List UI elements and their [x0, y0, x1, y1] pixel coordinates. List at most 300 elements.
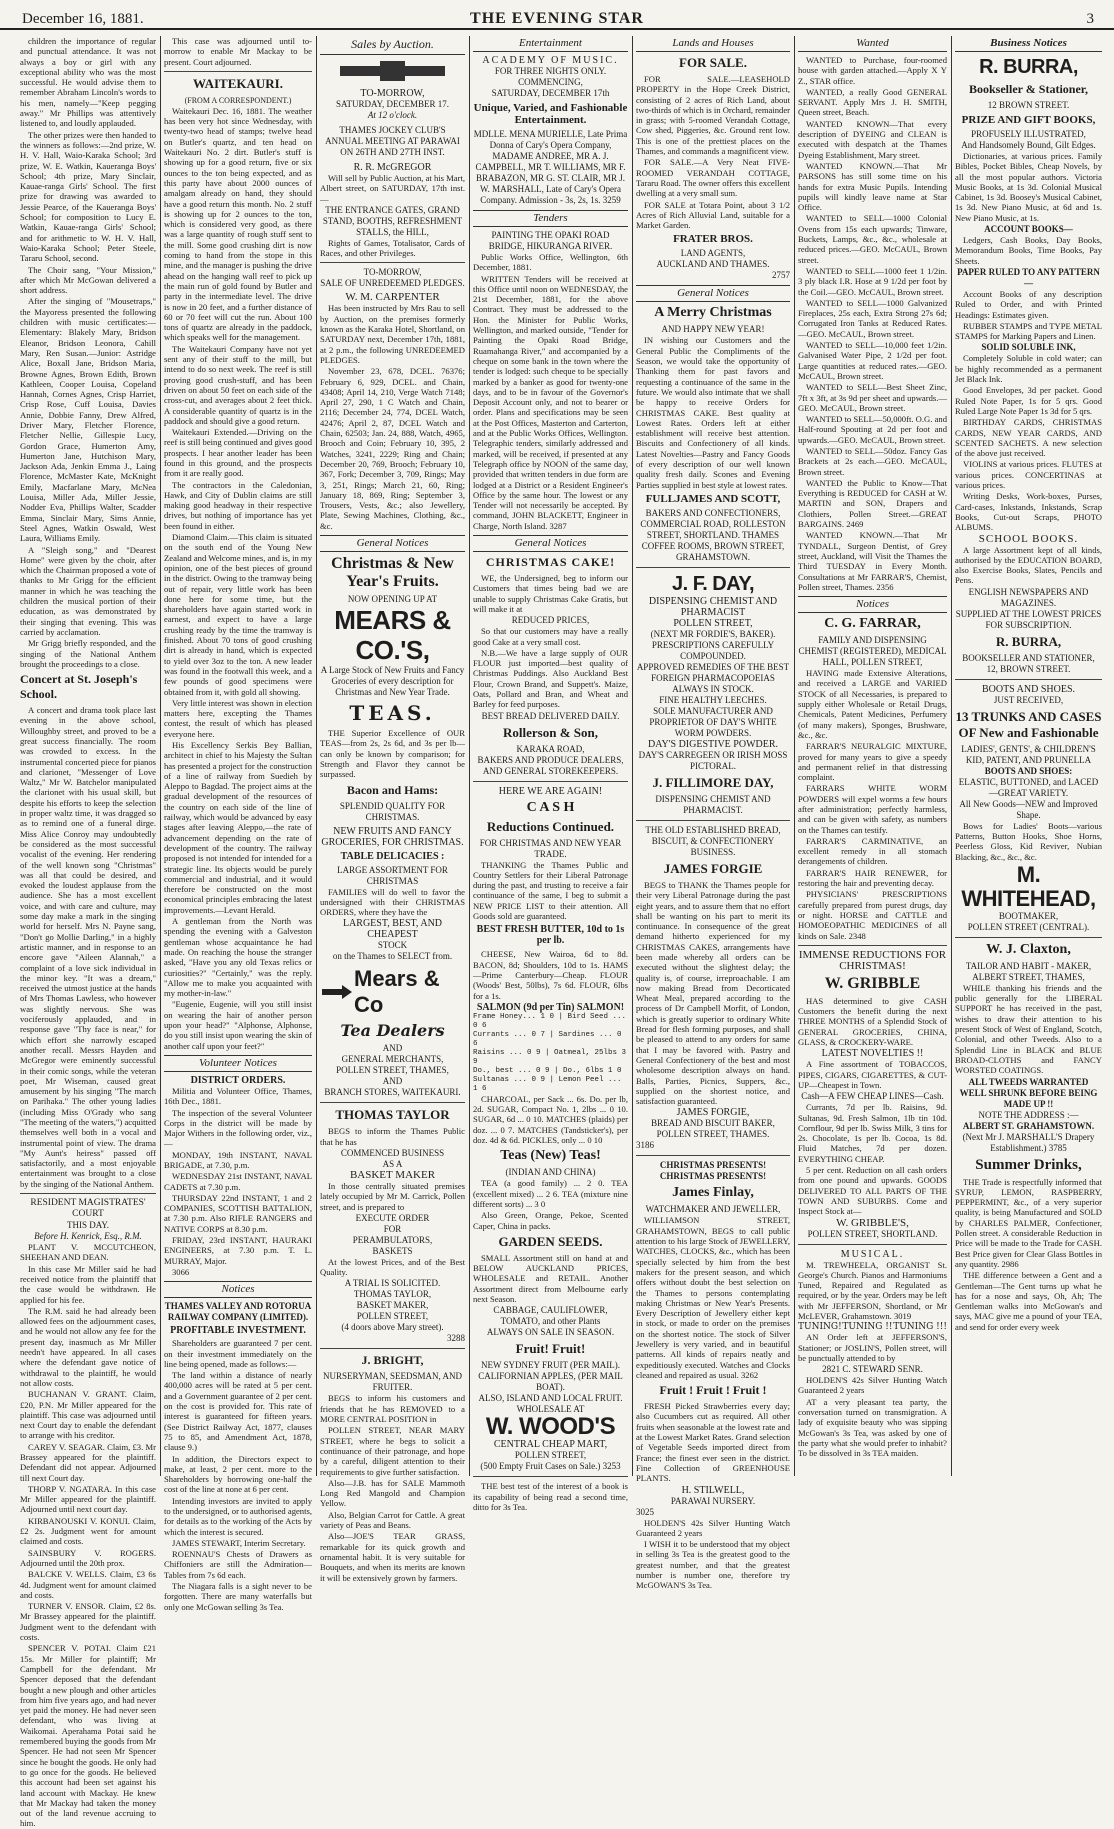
paragraph: TURNER V. ENSOR. Claim, £2 8s. Mr Brassey appeared for the plaintiff. Judgment went to the defendant with costs. [20, 1601, 156, 1643]
subheading: WHOLESALE AT [516, 1404, 585, 1415]
subheading: PROFUSELY ILLUSTRATED, [971, 129, 1086, 139]
subheading: DISPENSING CHEMIST AND PHARMACIST. [655, 793, 771, 815]
paragraph: The Waitekauri Company have not yet sent any of their stuff to the mill, but intend to do so next week. The reef is still proving good crush-stuff, and has been driven on about 50 feet on each side of the cross-cut, and averages about 2 feet thick. A considerable quantity of quartz is in the paddock and should give a good return. [164, 343, 312, 426]
subheading: AND [382, 1076, 403, 1087]
bacon-heading: Bacon and Hams: [346, 782, 439, 797]
wanted-ad: WANTED to SELL—10,000 feet 1/2in. Galvanised Water Pipe, 2 1/2d per foot. Large quantities at reduced rates.—GEO. McCAUL, Brown street. [798, 340, 947, 381]
paragraph: This case was adjourned until to-morrow to enable Mr Mackay to be present. Court adjourned. [164, 36, 312, 67]
subheading: 13 TRUNKS AND CASES OF New and Fashionable [955, 708, 1102, 740]
paragraph: The R.M. said he had already been allowed fees on the adjournment cases, and he would not allow any fee for the present day, inasmuch as Mr Miller needn't have appeared. In all cases where the defendant gave notice of withdrawal to the plaintiff, he would not allow costs. [20, 1305, 156, 1388]
ad-number: 3025 [636, 1506, 654, 1517]
subheading: ENGLISH NEWSPAPERS AND MAGAZINES. [968, 586, 1089, 608]
jockey-club: THAMES JOCKEY CLUB'S ANNUAL MEETING AT PARAWAI ON 26TH AND 27TH INST. [325, 125, 460, 157]
paragraph: His Excellency Serkis Bey Ballian, architect in chief to his Majesty the Sultan has presented a project for the construction of a line of railway from Suedieh by Aleppo to Bagdad. The project aims at the gradual development of the resources of the country on each side of the line of railway, which would be advanced by easy stages after leaving Aleppo,—the rate of advancement depending on the rate of development of the country. The railway proposed is not intended for intended for a strategic line. Its objects would be purely commercial and industrial, and it would therefore be constructed on the most economical principles embracing the latest improvements.—Levant Herald. [164, 740, 312, 915]
subheading: AND [382, 1043, 403, 1054]
paragraph: Diamond Claim.—This claim is situated on the south end of the Young New Zealand and Welcome mines, and is, in my opinion, one of the best pieces of ground in the district. Owing to the tramway being out of repair, very little work has been done here for some time, but the shareholders have again started work in earnest, and expect to have a large crushing ready by the time the tramway is finished. About 70 tons of good crushing dirt is already in hand, which is expected to yield over 3oz to the ton. A new leader was found in the footwall this week, and a few pounds of good specimens were obtained from it, with gold all showing. [164, 532, 312, 697]
subheading: ALWAYS ON SALE IN SEASON. [486, 1327, 615, 1338]
subheading: BAKERS AND PRODUCE DEALERS, AND GENERAL STOREKEEPERS. [477, 754, 624, 776]
paragraph: Account Books of any description Ruled to Order, and with Printed Headings: Estimates given. [955, 288, 1102, 320]
tenders-header: Tenders [473, 210, 628, 227]
paragraph: FOR SALE.—LEASEHOLD PROPERTY in the Hope Creek District, consisting of 2 acres of Rich Land, about two-thirds of which is in Orchard, remainder in grass; with 5-roomed Verandah Cottage, Cow shed, Piggeries, &c. Ground rent low. This is one of the prettiest places on the Thames, and commands a magnificent view. [636, 74, 790, 157]
tea-dealers: Tea Dealers [340, 1021, 445, 1041]
paragraph: Mr Grigg briefly responded, and the singing of the National Anthem brought the proceedings to a close. [20, 638, 156, 669]
ad-number: 2757 [772, 270, 790, 281]
subheading: BREAD AND BISCUIT BAKER, POLLEN STREET, THAMES. [651, 1118, 775, 1140]
price-row: Raisins ... 0 9 | Oatmeal, 25lbs 3 9 [473, 1048, 627, 1066]
subheading: BAKERS AND CONFECTIONERS, COMMERCIAL ROAD, ROLLESTON STREET, SHORTLAND. THAMES COFFEE ROOMS, BROWN STREET, GRAHAMSTOWN. [640, 507, 786, 562]
merry-heading: A Merry Christmas [654, 305, 772, 321]
paragraph: So that our customers may have a really good Cake at a very small cost. [473, 626, 628, 647]
subheading: POLLEN STREET, SHORTLAND. [807, 1228, 938, 1239]
paragraph: HAVING made Extensive Alterations, and received a LARGE and VARIED STOCK of all Necessaries, is prepared to supply either Wholesale or Retail Drugs, Chemicals, Patent Medicines, Perfumery (of many makers), Sponges, Brushware, &c., &c. [798, 668, 947, 740]
paragraph: SPENCER V. POTAI. Claim £21 15s. Mr Miller for plaintiff; Mr Campbell for the defendant. Mr Spencer deposed that the defendant bought a new plough and other articles from him five years ago, and had never yet paid the money. He had never seen defendant, who was living at Waikomai. Aperahama Potai said he remembered buying the goods from Mr Spencer. He had not seen Mr Spencer since he bought the goods. He only had to go once for the goods. He believed this account had been set against his land account with Mackay. He knew that Mr Mackay had taken the money out of the land revenue accruing to him. [20, 1643, 156, 1829]
column-3 [320, 36, 465, 1583]
paragraph: A Fine assortment of TOBACCOS, PIPES, CIGARS, CIGARETTES, & CUT-UP—Cheapest in Town. [798, 1059, 947, 1090]
paragraph: The inspection of the several Volunteer Corps in the district will be made by Major Withers in the following order, viz.,— [164, 1107, 312, 1149]
subheading: HERE WE ARE AGAIN! [498, 785, 603, 797]
paragraph: PHYSICIANS' PRESCRIPTIONS carefully prepared from purest drugs, day or night. HORSE and CATTLE and HOMOEOPATHIC MEDICINES of all kinds on Sale. 2348 [798, 889, 947, 941]
subheading: 2821 C. STEWARD SENR. [822, 1364, 923, 1375]
general-notices-header: General Notices [636, 285, 790, 302]
paragraph: BUCHANAN V. GRANT. Claim, £20, P.N. Mr Miller appeared for the plaintiff. This case was adjourned until next Court day to enable the defendant to arrange with his creditor. [20, 1389, 156, 1441]
sale-time: At 12 o'clock. [367, 110, 418, 120]
paragraph: BIRTHDAY CARDS, CHRISTMAS CARDS, NEW YEAR CARDS, AND SCENTED SACHETS. A new selection of the above just received. [955, 417, 1102, 459]
cake-heading: CHRISTMAS CAKE! [485, 555, 616, 570]
column-7 [955, 36, 1102, 1476]
taylor-heading: THOMAS TAYLOR [335, 1107, 450, 1123]
auctioneer-name: W. M. CARPENTER [345, 291, 440, 304]
wanted-ad: WANTED to Purchase, four-roomed house with garden attached.—Apply X Y Z., STAR office. [798, 55, 947, 86]
district-orders: DISTRICT ORDERS. [190, 1074, 286, 1086]
column-1 [20, 36, 156, 1829]
paragraph: Dictionaries, at various prices. Family Bibles, Pocket Bibles, Cheap Novels, by all the most popular authors. Victoria Music Books, at 1s 3d. Colonial Musical Cabinet, 1s 3d. Boosey's Musical Cabinet, 1s 3d. New Piano Music, at 6d and 1s. New Piano Music, at 1s. [955, 151, 1102, 223]
subheading: ALBERT STREET, THAMES, [972, 971, 1085, 982]
column-2 [164, 36, 312, 1612]
general-notices-header: General Notices [320, 535, 465, 552]
paragraph: After the singing of "Mousetraps," the Mayoress presented the following children with music certificates:—Elementary: Blakely Mary, Bridson Eleanor, Bridson Leonora, Cahill Mary, Ren Susan.—Junior: Astridge Alice, Boxall Jane, Bridson Maria, Browne Agnes, Brown Edith, Brown Kathleen, Cooper Louisa, Copeland Hannah, Cornes Agnes, Crisp Harriet, Crisp Rose, Cuff Louisa, Davies Annie, Dobbie Fanny, Drew Alfred, Driver Mary, Fletcher Florence, Fletcher Nellie, Gillespie Lucy, Gordon Grace, Humerton Amy, Humerton Jane, Hutchison Mary, Jackson Ada, Jenkin Emma J., Laing Florence, McMaster Kate, McKnight Emily, Macfarlane Mary, McNea Louisa, Miller Ada, Miller Jessie, Nodder Eva, Phillips Walter, Scadder Emma, Sinclair Mary, Sims Annie, Steel Agnes, Watkin Oswald, West Laura, Williams Emily. [20, 296, 156, 544]
paragraph: Completely Soluble in cold water; can be highly recommended as a permanent Jet Black Ink. [955, 353, 1102, 385]
subheading: (INDIAN AND CHINA) [505, 1167, 596, 1178]
paragraph: FARRAR'S CARMINATIVE, an excellent remedy in all stomach derangements of children. [798, 835, 947, 867]
subheading: DAY'S CARREGEEN OR IRISH MOSS PICTORAL. [638, 749, 788, 771]
column-rule [316, 36, 317, 1476]
column-4 [473, 36, 628, 1512]
subheading: CHRISTMAS PRESENTS! CHRISTMAS PRESENTS! [659, 1160, 767, 1182]
subheading: FOR [383, 1223, 402, 1234]
frater-heading: FRATER BROS. [673, 233, 753, 246]
paragraph: BEGS to inform his customers and friends that he has REMOVED to a MORE CENTRAL POSITION in [320, 1393, 465, 1425]
mears-heading: MEARS & CO.'S, [334, 605, 451, 666]
paragraph: A "Sleigh song," and "Dearest Home" were given by the choir, after which the Chairman proposed a vote of thanks to Mr Grigg for the efficient manner in which he was teaching the children the musical portion of their education, as was demonstrated by their singing that evening. This was carried by acclamation. [20, 544, 156, 637]
reductions-heading: Reductions Continued. [486, 818, 615, 834]
auctioneer-name: R. R. McGREGOR [353, 162, 432, 173]
entertainment-header: Entertainment [473, 36, 628, 52]
christmas-fruits: Christmas & New Year's Fruits. [331, 555, 454, 591]
paragraph: Also—J.B. has for SALE Mammoth Long Red Mangold and Champion Yellow. [320, 1477, 465, 1509]
price-row: Do., best ... 0 9 | Do., 6lbs 1 0 [473, 1066, 622, 1075]
whitehead-heading: M. WHITEHEAD, [961, 861, 1096, 911]
subheading: 12 BROWN STREET. [987, 100, 1070, 110]
subheading: POLLEN STREET, THAMES, [336, 1065, 449, 1076]
subheading: NEW SYDNEY FRUIT (PER MAIL). [480, 1360, 621, 1371]
fillimore-heading: J. FILLIMORE DAY, [652, 774, 774, 790]
subheading: LARGE ASSORTMENT FOR CHRISTMAS [337, 864, 448, 886]
bright-heading: J. BRIGHT, [361, 1353, 424, 1368]
tuning: TUNING !!! [893, 1322, 947, 1333]
wanted-ad: WANTED KNOWN.—That Mr TYNDALL, Surgeon Dentist, of Grey street, Auckland, will Visit the Thames the Third TUESDAY in Every Month. Consultations at Mr FARRAR'S, Chemist, Pollen street, Thames. 2356 [798, 530, 947, 592]
paragraph: I WISH it to be understood that my object in selling 3s Tea is the greatest good to the greatest number, and that the greatest number is number one, therefore try McGOWAN'S 3s Tea. [636, 1539, 790, 1591]
notices-header: Notices [798, 596, 947, 613]
paragraph: Militia and Volunteer Office, Thames, 16th Dec., 1881. [164, 1085, 312, 1107]
railway-heading: THAMES VALLEY AND ROTORUA RAILWAY COMPANY (LIMITED). [164, 1301, 312, 1323]
paragraph: WEDNESDAY 21st INSTANT, NAVAL CADETS at 7.30 p.m. [164, 1171, 312, 1192]
paragraph: HOLDEN'S 42s Silver Hunting Watch Guaranteed 2 years [636, 1517, 790, 1538]
paragraph: JAMES STEWART, Interim Secretary. [172, 1537, 306, 1548]
masthead [0, 0, 1114, 30]
subheading: PRIZE AND GIFT BOOKS, [961, 114, 1096, 126]
paragraph: FRESH Picked Strawberries every day; also Cucumbers cut as required. All other fruits when seasonable at the lowest rate and at the Lowest Market Rates. Grand selection of Vegetable Seeds imported direct from France; the finest ever seen in the district. Fine Collection of GREENHOUSE PLANTS. [636, 1401, 790, 1484]
subheading: CABBAGE, CAULIFLOWER, TOMATO, and other Plants [493, 1305, 608, 1327]
subheading: 12, BROWN STREET. [986, 663, 1071, 674]
subheading: BOOTMAKER, [998, 910, 1059, 921]
paragraph: Also, Belgian Carrot for Cattle. A great variety of Peas and Beans. [320, 1509, 465, 1531]
subheading: SATURDAY, DECEMBER 17th [491, 88, 610, 98]
subheading: REDUCED PRICES, [511, 615, 590, 626]
paragraph: FAMILIES will do well to favor the undersigned with their CHRISTMAS ORDERS, where they have the [320, 886, 465, 918]
paragraph: M. TREWHEELA, ORGANIST St. George's Church. Pianos and Harmoniums Tuned, Repaired and Regulated as required, or by the year. Orders may be left with Mr JEFFERSON, Shortland, or Mr McLEVER, Grahamstown. 3019 [798, 1259, 947, 1321]
wanted-ad: WANTED to SELL—50doz. Fancy Gas Brackets at 2s each.—GEO. McCAUL, Brown street. [798, 445, 947, 477]
paragraph: FARRAR'S HAIR RENEWER, for restoring the hair and preventing decay. [798, 867, 947, 889]
column-rule [632, 36, 633, 1476]
paragraph: THE Superior Excellence of OUR TEAS—from 2s, 2s 6d, and 3s per lb—can only be known by comparison; for Strength and Flavor they cannot be surpassed. [320, 728, 465, 780]
paragraph: The Choir sang, "Your Mission," after which Mr McGowan delivered a short address. [20, 264, 156, 296]
fruit-heading: Fruit! Fruit! [515, 1341, 586, 1357]
paragraph: FRIDAY, 23rd INSTANT, HAURAKI ENGINEERS, at 7.30 p.m. T. L. MURRAY, Major. [164, 1235, 312, 1266]
paragraph: HAS determined to give CASH Customers the benefit during the next THREE MONTHS of a Splendid Stock of GENERAL GROCERIES, CHINA, GLASS, & CROCKERY-WARE. [798, 995, 947, 1048]
subheading: JAMES FORGIE, [676, 1107, 750, 1119]
subheading: NOTE THE ADDRESS :— [978, 1109, 1079, 1120]
subheading: PRESCRIPTIONS CAREFULLY COMPOUNDED. [651, 639, 775, 661]
notices-header: Notices [164, 1281, 312, 1298]
subheading: ALBERT ST. GRAHAMSTOWN. [962, 1120, 1095, 1131]
rollerson-heading: Rollerson & Son, [503, 724, 598, 740]
wood-heading: W. WOOD'S [485, 1413, 616, 1441]
subheading: COMMENCED BUSINESS [340, 1147, 445, 1158]
sale-day: TO-MORROW, [363, 267, 422, 278]
paragraph: WE, the Undersigned, beg to inform our Customers that times being bad we are unable to supply Christmas Cake Gratis, but will make it at [473, 573, 628, 614]
paragraph: A gentleman from the North was spending the evening with a Galveston gentleman whose acquaintance he had made. On reaching the house the stranger asked, "Have you any old Texas relics or curiosities?" "Certainly," was the reply. "Allow me to make you acquainted with my mother-in-law." [164, 916, 312, 999]
subheading: BASKETS [372, 1245, 413, 1256]
paragraph: BEGS to THANK the Thames people for their very Liberal Patronage during the past eight years, and to assure them that no effort shall be wanting on his part to merit its continuance. In consequence of the great demand hitherto experienced for my CHRISTMAS CAKES, arrangements have been made whereby all orders can be executed without the slightest delay; the quality is, of course, irreproachable. I am now making Bread from Decorticated Wheat Meal, prepared according to the process of Dr Campbell Morfit, of London, which is greatly superior to ordinary White Bread for flesh forming purposes, and shall be pleased to attend to any orders for same that I may be favored with. Pastry and General Confectionery of the best and most wholesome description always on hand. Balls, Parties, Picnics, Suppers, &c., supplied on the shortest notice, and satisfaction guaranteed. [636, 879, 790, 1107]
cash-heading: C A S H [526, 799, 575, 815]
paragraph: THURSDAY 22nd INSTANT, 1 and 2 COMPANIES, SCOTTISH BATTALION, at 7.30 p.m. Also RIFLE RANGERS and NATIVE CORPS at 8.30 p.m. [164, 1192, 312, 1234]
farrar-heading: C. G. FARRAR, [824, 616, 921, 632]
subheading: CENTRAL CHEAP MART, [493, 1439, 608, 1451]
paragraph: CHARCOAL, per Sack ... 6s. Do. per lb, 2d. SUGAR, Compact No. 1, 2lbs ... 0 10. SUGAR, 6d ... 0 10. MATCHES (plaids) per doz. ... 0 7. MATCHES (Tandsticker's), per doz. 4d & 6d. PICKLES, only ... 0 10 [473, 1093, 628, 1146]
subheading: IMMENSE REDUCTIONS FOR CHRISTMAS! [798, 948, 947, 972]
subheading: FOR THREE NIGHTS ONLY. [494, 66, 607, 76]
paragraph: At the lowest Prices, and of the Best Quality. [320, 1256, 465, 1278]
paragraph: AN Order left at JEFFERSON'S, Stationer; or JOSLIN'S, Pollen street, will be punctually attended to by [798, 1332, 947, 1363]
general-notices-header: General Notices [473, 535, 628, 552]
subheading: MUSICAL. [840, 1248, 905, 1260]
sale-title: SALE OF UNREDEEMED PLEDGES. [320, 278, 465, 289]
auction-hammer-icon [320, 58, 465, 84]
paragraph: Currants, 7d per lb. Raisins, 9d. Sultanas, 9d. Fresh Salmon, 1lb tin 10d. Cornflour, 9d per lb. Swiss Milk, 3 tins for 2s. Chocolate, 1s per lb. Cocoa, 1s 8d. Fluid Matches, 7d per dozen. EVERYTHING CHEAP. [798, 1102, 947, 1164]
sale-items: THE ENTRANCE GATES, GRAND STAND, BOOTHS, REFRESHMENT STALLS, the HILL, [322, 204, 463, 237]
subheading: LARGEST, BEST, AND CHEAPEST [342, 918, 443, 941]
subheading: (4 doors above Mary street). [341, 1322, 444, 1333]
subheading: DISPENSING CHEMIST AND PHARMACIST [648, 595, 778, 618]
paragraph: Bows for Ladies' Boots—various Patterns, Button Hooks, Shoe Horns, Peerless Gloss, Kid Reviver, Nubian Blacking, &c., &c., &c. [955, 820, 1102, 862]
wanted-ad: WANTED to SELL—Best Sheet Zinc, 7ft x 3ft, at 3s 9d per sheet and upwards.—GEO. McCAUL, Brown street. [798, 382, 947, 413]
paragraph: November 23, 678, DCEL. 76376; February 6, 929, DCEL. and Chain, 43408; April 14, 210, Verge Watch 7148; April 27, 290, 1 C Watch and Chain, 2116; December 24, 774, DCEL Watch, 42476; April 2, 87, DCEL Watch and Chain, 62503; Jan. 24, 888, Watch, 4965, Brooch and Coin; February 10, 395, 2 Watches, 3241, 2229; Ring and Chain; December 20, 769, Brooch; February 10, 367, Fork; December 3, 709, Rings; May 3, 251, Rings; March 21, 60, Ring; January 18, 869, Ring; September 3, Trousers, Vests, &c.; also Jewellery, Plate, Sewing Machines, Clothing, &c., &c. [320, 366, 465, 531]
subheading: PAINTING THE OPAKI ROAD BRIDGE, HIKURANGA RIVER. [488, 230, 613, 251]
subheading: All New Goods—NEW and Improved Shape. [959, 798, 1098, 820]
subheading: FOR CHRISTMAS AND NEW YEAR TRADE. [479, 837, 622, 859]
rm-heading: RESIDENT MAGISTRATES' COURT [30, 1198, 146, 1220]
subheading: Unique, Varied, and Fashionable Entertainment. [473, 102, 628, 126]
profitable-investment: PROFITABLE INVESTMENT. [170, 1325, 306, 1337]
subheading: FINE HEALTHY LEECHES. [659, 694, 767, 705]
subheading: TABLE DELICACIES : [340, 850, 445, 862]
column-rule [469, 36, 470, 1476]
subheading: POLLEN STREET, [673, 617, 753, 629]
column-5 [636, 36, 790, 1591]
subheading: NEW FRUITS AND FANCY GROCERIES, FOR CHRISTMAS. [321, 825, 464, 848]
price-row: Currants ... 0 7 | Sardines ... 0 6 [473, 1030, 622, 1048]
mears-logo [320, 966, 465, 1018]
subheading: Cash—A FEW CHEAP LINES—Cash. [801, 1091, 944, 1102]
subheading: SOLE MANUFACTURER AND PROPRIETOR OF DAY'S WHITE WORM POWDERS. [649, 705, 777, 738]
paragraph: THE difference between a Gent and a Gentleman—The Gent turns up what he has for a nose and says, Oh, Ah; The Gentleman walks into McGowan's and says, MAC give me a pound of your TEA, and send for order every week [955, 1270, 1102, 1332]
subheading: POLLEN STREET, [356, 1311, 429, 1322]
price-row: Sultanas ... 0 9 | Lemon Peel ... 1 6 [473, 1075, 622, 1093]
paragraph: Also Green, Orange, Pekoe, Scented Caper, China in packs. [473, 1210, 628, 1231]
paragraph: THE Trade is respectfully informed that SYRUP, LEMON, RASPBERRY, PEPPERMINT, &c., of a very superior quality, is being Manufactured and SOLD by CHARLES PALMER, Confectioner, Pollen street. A considerable Reduction in Price will be made to the Trade for CASH. Best Price given for Clear Glass Bottles in any quantity. 2986 [955, 1176, 1102, 1269]
summer-heading: Summer Drinks, [975, 1156, 1082, 1173]
paragraph: The other prizes were then handed to the winners as follows:—2nd prize, W. H. V. Hall, Waio-Karaka School; 3rd prize, W. E. Watkin, Kaueranga Boys' School; 4th prize, Mary Sinclair, Kauae-ranga Girls' School. The first prize for drawing was awarded to Jessie Pearce, of the Kaueranga Boys' School; for composition to Lucy E. Watkin, Kauae-ranga Girls' School; and for arithmetic to W. H. V. Hall, Waio-Karaka School; Peter Steele, Tararu School, second. [20, 129, 156, 264]
subheading: (NEXT MR FORDIE'S, BAKER). [650, 628, 776, 639]
subheading: PERAMBULATORS, [352, 1234, 433, 1245]
column-rule [794, 36, 795, 1476]
tuning-row [798, 1322, 947, 1332]
subheading: SPLENDID QUALITY FOR CHRISTMAS. [339, 800, 446, 822]
paragraph: VIOLINS at various prices. FLUTES at various prices. CONCERTINAS at various prices. [955, 459, 1102, 491]
paragraph: Ledgers, Cash Books, Day Books, Memorandum Books, Time Books, Pay Sheets. [955, 235, 1102, 266]
tuning: TUNING !! [842, 1322, 893, 1333]
subheading: PARAWAI NURSERY. [670, 1495, 756, 1506]
subheading: ALL TWEEDS WARRANTED WELL SHRUNK BEFORE BEING MADE UP !! [959, 1076, 1098, 1109]
paragraph: THORP V. NGATARA. In this case Mr Miller appeared for the plaintiff. Adjourned until next court day. [20, 1483, 156, 1515]
subheading: STOCK [377, 940, 408, 951]
subheading: JUST RECEIVED, [993, 694, 1064, 705]
paragraph: Waitekauri Extended.—Driving on the reef is still being continued and gives good prospects. I hear another leader has been found in this ground, and the prospects from it are really good. [164, 427, 312, 479]
paragraph: KIRBANOUSKI V. KONUI. Claim, £2 2s. Judgment went for amount claimed and costs. [20, 1515, 156, 1547]
opening: NOW OPENING UP AT [347, 594, 438, 605]
paragraph: WILLIAMSON STREET, GRAHAMSTOWN, BEGS to call public attention to his large Stock of JEWELLERY, WATCHES, CLOCKS, &c., which has been specially selected by him from the best makers for the present season, and which offers without doubt the best selection on the Thames to persons contemplating making Christmas or New Year's Presents. Every Description of Jewellery either kept in stock, or made to order on the premises on the shortest notice. The stock of Silver Jewellery is very varied, and in beautiful patterns. All kinds of repairs neatly and expeditiously executed. Watches and Clocks cleaned and repaired as usual. 3262 [636, 1215, 790, 1380]
gribble-heading: W. GRIBBLE [824, 974, 921, 992]
subheading: POLLEN STREET (CENTRAL). [967, 921, 1090, 932]
price-list [473, 1013, 628, 1094]
paragraph: THE best test of the interest of a book is its capability of being read a second time, ditto for 3s Tea. [473, 1481, 628, 1512]
fulljames-heading: FULLJAMES AND SCOTT, [645, 492, 781, 505]
ad-number: 3186 [636, 1140, 654, 1151]
paragraph: The land within a distance of nearly 400,000 acres will be rated at 5 per cent. and a Government guarantee of 2 per cent. on the cost is provided for. This rate of interest is guaranteed for fifteen years. (See District Railway Act, 1877, clauses 75 to 85, and Amendment Act, 1878, clause 9.) [164, 1370, 312, 1453]
paragraph: "Eugenie, Eugenie, will you still insist on wearing the hair of another person upon your head?" "Alphonse, Alphonse, do you still insist upon wearing the skin of another calf upon your feet?" [164, 999, 312, 1051]
teas-heading: TEAS. [349, 701, 436, 726]
school-report [20, 36, 156, 669]
academy: ACADEMY OF MUSIC. [482, 55, 619, 66]
subheading: BASKET MAKER [349, 1168, 436, 1181]
subheading: Bookseller & Stationer, [969, 82, 1088, 96]
paragraph: FOR SALE.—A Very Neat FIVE-ROOMED VERANDAH COTTAGE, Tararu Road. The owner offers this excellent dwelling at a very small sum. [636, 157, 790, 199]
subheading: COMMENCING, [518, 77, 583, 87]
concert-heading: Concert at St. Joseph's School. [20, 672, 138, 702]
subheading: THE OLD ESTABLISHED BREAD, BISCUIT, & CONFECTIONERY BUSINESS. [645, 824, 781, 857]
paragraph: AT a very pleasant tea party, the conversation turned on transmigration. A lady of exquisite beauty who was sipping McGowan's 3s Tea, was asked by one of the party what she would prefer to inhabit? To be dissolved in 3s TEA maiden. [798, 1396, 947, 1459]
subheading: BOOTS AND SHOES: [984, 765, 1073, 776]
subheading: on the Thames to SELECT from. [332, 951, 453, 962]
subheading: SCHOOL BOOKS. [978, 532, 1079, 545]
paragraph: MONDAY, 19th INSTANT, NAVAL BRIGADE, at 7.30, p.m. [164, 1149, 312, 1170]
paragraph: MDLLE. MENA MURIELLE, Late Prima Donna of Cary's Opera Company, MADAME ANDREE, MR A. J. CAMPBELL, MR T. WILLIAMS, MR F. BRABAZON, MR G. ST. CLAIR, MR J. W. MARSHALL, Late of Cary's Opera Company. Admission - 3s, 2s, 1s. 3259 [473, 129, 628, 205]
column-rule [160, 36, 161, 1476]
wanted-ad: WANTED the Public to Know—That Everything is REDUCED for CASH at W. MARTIN and SON, Drapers and Clothiers, Pollen Street.—GREAT BARGAINS. 2469 [798, 477, 947, 530]
subheading: H. STILWELL, [681, 1484, 745, 1496]
column-6 [798, 36, 947, 1476]
sales-header: Sales by Auction. [320, 36, 465, 55]
paragraph: BALCKE V. WELLS. Claim, £3 6s 4d. Judgment went for amount claimed and costs. [20, 1569, 156, 1600]
volunteer-header: Volunteer Notices [164, 1055, 312, 1072]
garden-heading: GARDEN SEEDS. [498, 1233, 603, 1249]
paragraph: Shareholders are guaranteed 7 per cent. on their investment immediately on the line being opened, made as follows:— [164, 1338, 312, 1369]
subheading: GENERAL MERCHANTS, [341, 1054, 444, 1065]
paragraph: FARRAR'S NEURALGIC MIXTURE, proved for many years to give a speedy and permanent relief in that distressing complaint. [798, 741, 947, 783]
wanted-ad: WANTED to SELL—50,000ft. O.G. and Half-round Spouting at 2d per foot and upwards.—GEO. McCAUL, Brown street. [798, 414, 947, 445]
wanted-ad: WANTED to SELL—1000 Colonial Ovens from 15s each upwards; Tinware, Buckets, Lamps, &c., &c., wholesale at reduced prices.—GEO. McCAUL, Brown street. [798, 213, 947, 265]
masthead-page: 3 [1086, 11, 1094, 27]
waitekauri-sub: (FROM A CORRESPONDENT.) [184, 95, 292, 105]
wanted-header: Wanted [798, 36, 947, 52]
subheading: (500 Empty Fruit Cases on Sale.) 3253 [480, 1461, 621, 1472]
paragraph: Rights of Games, Totalisator, Cards of Races, and other Privileges. [320, 237, 465, 259]
subheading: LAND AGENTS, [680, 248, 746, 259]
subheading: AUCKLAND AND THAMES. [656, 259, 770, 270]
sale-date: SATURDAY, DECEMBER 17. [335, 99, 450, 109]
subheading: (Next Mr J. MARSHALL'S Drapery Establishment.) 3785 [962, 1131, 1095, 1153]
paragraph: The Niagara falls is a sight never to be forgotten. There are many waterfalls but only one McGowan selling 3s Tea. [164, 1581, 312, 1612]
paragraph: TEA (a good family) ... 2 0. TEA (excellent mixed) ... 2 6. TEA (mixture nine different sorts) ... 3 0 [473, 1178, 628, 1209]
subheading: BEST FRESH BUTTER, 10d to 1s per lb. [476, 924, 625, 947]
subheading: LADIES', GENTS', & CHILDREN'S KID, PATENT, AND PRUNELLA [961, 743, 1096, 765]
subheading: KARAKA ROAD, [516, 743, 585, 754]
paragraph: N.B.—We have a large supply of OUR FLOUR just imported—best quality of Christmas Puddings. Also Auckland Best Flour, Crown Brand, and Suppett's. Maize, Oats, Pollard and Bran, and Wheat and Barley for feed purposes. [473, 647, 628, 710]
case-title: PLANT V. MCCUTCHEON, SHEEHAN AND DEAN. [20, 1242, 156, 1263]
subheading: AND HAPPY NEW YEAR! [661, 324, 765, 335]
paragraph: Good Envelopes, 3d per packet. Good Ruled Note Paper, 1s for 5 qrs. Good Ruled Large Note Paper 1s 3d for 5 qrs. [955, 385, 1102, 416]
paragraph: WRITTEN Tenders will be received at this Office until noon on WEDNESDAY, the 21st December, 1881, for the above Contract. They must be addressed to the Hon. the Minister for Public Works, Wellington, and marked outside, "Tender for Painting the Opaki Road Bridge, Ruamahanga River," and accompanied by a cheque on some bank in the town where the tender is lodged: such cheque to be specially marked by a banker as good for twenty-one days, and to be in favour of the Governor's Deposit Account only, and not to bearer or order. Plans and specifications may be seen at the Post Offices, Masterton and Carterton, and at the Public Works Offices, Wellington. Telegraphic tenders, similarly addressed and marked, will be received, if presented at any Telegraph office by NOON of the same day, provided that written tenders in due form are lodged at a District or a Resident Engineer's Office by the same hour. The lowest or any Tender will not necessarily be accepted. By command, JOHN BLACKETT, Engineer in Charge, North Island. 3287 [473, 273, 628, 531]
wanted-ad: WANTED to SELL—1000 Galvanized Fireplaces, 25s each, Extra Strong 27s 6d; Corrugated Iron Tanks at Reduced Rates.—GEO. McCAUL, Brown street. [798, 297, 947, 339]
subheading: And Handsomely Bound, Gilt Edges. [961, 140, 1096, 150]
subheading: APPROVED REMEDIES OF THE BEST FOREIGN PHARMACOPOEIAS ALWAYS IN STOCK. [636, 661, 790, 694]
burra-heading: R. BURRA, [995, 633, 1062, 649]
paragraph: IN wishing our Customers and the General Public the Compliments of the Season, we would take the opportunity of Thanking them for past favors and requesting a continuance of the same in the future. We would also intimate that we shall be happy to receive Orders for CHRISTMAS CAKE. Best quality at Lowest Rates. Orders left at either establishment will receive best attention. Biscuits and Confectionery of all kinds. Latest Novelties—Pastry and Fancy Goods of every description of our well known quality fresh daily. Scones and Evening Parties supplied in best style at lowest rates. [636, 335, 790, 490]
burra-heading: R. BURRA, [979, 56, 1078, 78]
subheading: THOMAS TAYLOR, [353, 1289, 432, 1300]
wanted-ad: WANTED to SELL—1000 feet 1 1/2in. 3 ply black I.R. Hose at 9 1/2d per foot by the Coil.—GEO. McCAUL, Brown street. [798, 265, 947, 297]
paragraph: CHEESE, New Wairoa, 6d to 8d. BACON, 8d; Shoulders, 10d to 1s. HAMS—Prime Canterbury—Cheap. FLOUR (Woods' Best, 50lbs), 7s 6d. FLOUR, 6lbs for a 1s. [473, 949, 628, 1001]
masthead-date: December 16, 1881. [22, 11, 144, 27]
subheading: BASKET MAKER, [356, 1300, 429, 1311]
paragraph: FOR SALE at Totara Point, about 3 1/2 Acres of Rich Alluvial Land, suitable for a Market Garden. [636, 199, 790, 231]
for-sale-heading: FOR SALE. [679, 55, 747, 70]
subheading: BOOTS AND SHOES. [981, 683, 1076, 695]
subheading: WATCHMAKER AND JEWELLER, [645, 1204, 781, 1215]
paragraph: RUBBER STAMPS and TYPE METAL STAMPS for Marking Papers and Linen. [955, 320, 1102, 342]
subheading: ALSO, ISLAND AND LOCAL FRUIT. [478, 1393, 623, 1404]
paragraph: WHILE thanking his friends and the public generally for the LIBERAL SUPPORT he has received in the past, wishes to draw their attention to his present Stock of West of England, Scotch, Colonial, and other Tweeds. Also to a Splendid Line in BLACK and BLUE BROAD-CLOTHS and FANCY WORSTED COATINGS. [955, 982, 1102, 1076]
paragraph: A large Assortment kept of all kinds, authorised by the EDUCATION BOARD, also Exercise Books, Slates, Pencils and Pens. [955, 544, 1102, 586]
paragraph: BEGS to inform the Thames Public that he has [320, 1126, 465, 1147]
paragraph: SMALL Assortment still on hand at and BELOW AUCKLAND PRICES, WHOLESALE and RETAIL. Another Assortment direct from Melbourne early next Season. [473, 1252, 628, 1304]
masthead-title: THE EVENING STAR [470, 10, 644, 27]
paragraph: POLLEN STREET, NEAR MARY STREET, where he begs to solicit a continuance of their patronage, and hope by a careful, diligent attention to their requirements to give further satisfaction. [320, 1425, 465, 1477]
subheading: TAILOR AND HABIT - MAKER, [965, 960, 1092, 971]
subheading: A TRIAL IS SOLICITED. [344, 1278, 441, 1289]
subheading: DAY'S DIGESTIVE POWDER. [647, 738, 779, 750]
subheading: EXECUTE ORDER [355, 1212, 430, 1223]
paragraph: Very little interest was shown in election matters here, excepting the Thames contest, the result of which has pleased everyone here. [164, 697, 312, 739]
finlay-heading: James Finlay, [672, 1185, 754, 1201]
paragraph: FARRARS WHITE WORM POWDERS will expel worms a few hours after administration; perfectly harmless, and can be given with safety, as numbers on the Thames can testify. [798, 783, 947, 835]
wanted-ad: WANTED KNOWN—That every description of DYEING and CLEAN is executed with despatch at the Thames Dyeing Establishment, Mary street. [798, 118, 947, 160]
paragraph: The contractors in the Caledonian, Hawk, and City of Dublin claims are still making good headway in their respective drives, but nothing of importance has yet been found in either. [164, 479, 312, 531]
paragraph: THANKING the Thames Public and Country Settlers for their Liberal Patronage during the past, and trusting to receive a fair continuance of the same, I beg to submit a NEW PRICE LIST to their attention. All Goods sold are guaranteed. [473, 859, 628, 922]
subheading: CALIFORNIAN APPLES, (PER MAIL BOAT). [478, 1371, 623, 1393]
rm-before: Before H. Kenrick, Esq., R.M. [34, 1231, 142, 1242]
paragraph: Intending investors are invited to apply to the undersigned, or to authorised agents, for details as to the working of the Acts by which the interest is secured. [164, 1495, 312, 1537]
subheading: BRANCH STORES, WAITEKAURI. [324, 1087, 461, 1098]
subheading: W. GRIBBLE'S, [836, 1216, 909, 1229]
subheading: SOLID SOLUBLE INK, [981, 342, 1076, 353]
subheading: LATEST NOVELTIES !! [821, 1048, 924, 1060]
paragraph: 5 per cent. Reduction on all cash orders from one pound and upwards. GOODS DELIVERED TO ALL PARTS OF THE TOWN AND SUBURBS. Come and Inspect Stock at— [798, 1165, 947, 1217]
waitekauri-heading: WAITEKAURI. [193, 75, 283, 91]
ad-number: 3066 [172, 1266, 190, 1277]
column-rule [951, 36, 952, 1476]
fruit-heading: Fruit ! Fruit ! Fruit ! [659, 1383, 767, 1398]
mears-logo-text: Mears & Co [354, 966, 440, 1018]
subheading: SALMON (9d per Tin) SALMON! [476, 1001, 625, 1013]
paragraph: Writing Desks, Work-boxes, Purses, Card-cases, Inkstands, Inkstands, Scrap Books, Cut-out Scraps, PHOTO ALBUMS. [955, 491, 1102, 533]
forgie-heading: JAMES FORGIE [663, 860, 763, 876]
subheading: ACCOUNT BOOKS— [984, 224, 1073, 235]
teas-heading: Teas (New) Teas! [500, 1148, 601, 1164]
paragraph: A Large Stock of New Fruits and Fancy Groceries of every description for Christmas and New Year Trade. [320, 665, 465, 698]
subheading: FAMILY AND DISPENSING CHEMIST (REGISTERED), MEDICAL HALL, POLLEN STREET, [798, 635, 947, 668]
subheading: PAPER RULED TO ANY PATTERN— [957, 266, 1100, 288]
lands-header: Lands and Houses [636, 36, 790, 52]
paragraph: In addition, the Directors expect to make, at least, 2 per cent. more to the Shareholders by borrowing one-half the cost of the line at none at 6 per cent. [164, 1453, 312, 1495]
paragraph: SAINSBURY V. ROGERS. Adjourned until the 20th prox. [20, 1547, 156, 1568]
subheading: BOOKSELLER AND STATIONER, [962, 652, 1095, 663]
subheading: BEST BREAD DELIVERED DAILY. [481, 710, 620, 721]
subheading: POLLEN STREET, [514, 1450, 587, 1461]
paragraph: Will sell by Public Auction, at his Mart, Albert street, on SATURDAY, 17th inst.— [320, 173, 465, 204]
paragraph: Has been instructed by Mrs Rau to sell by Auction, on the premises formerly known as the Karaka Hotel, Shortland, on SATURDAY next, December 17th, 1881, at 2 p.m., the following UNREDEEMED PLEDGES. [320, 303, 465, 365]
subheading: AS A [382, 1158, 403, 1169]
